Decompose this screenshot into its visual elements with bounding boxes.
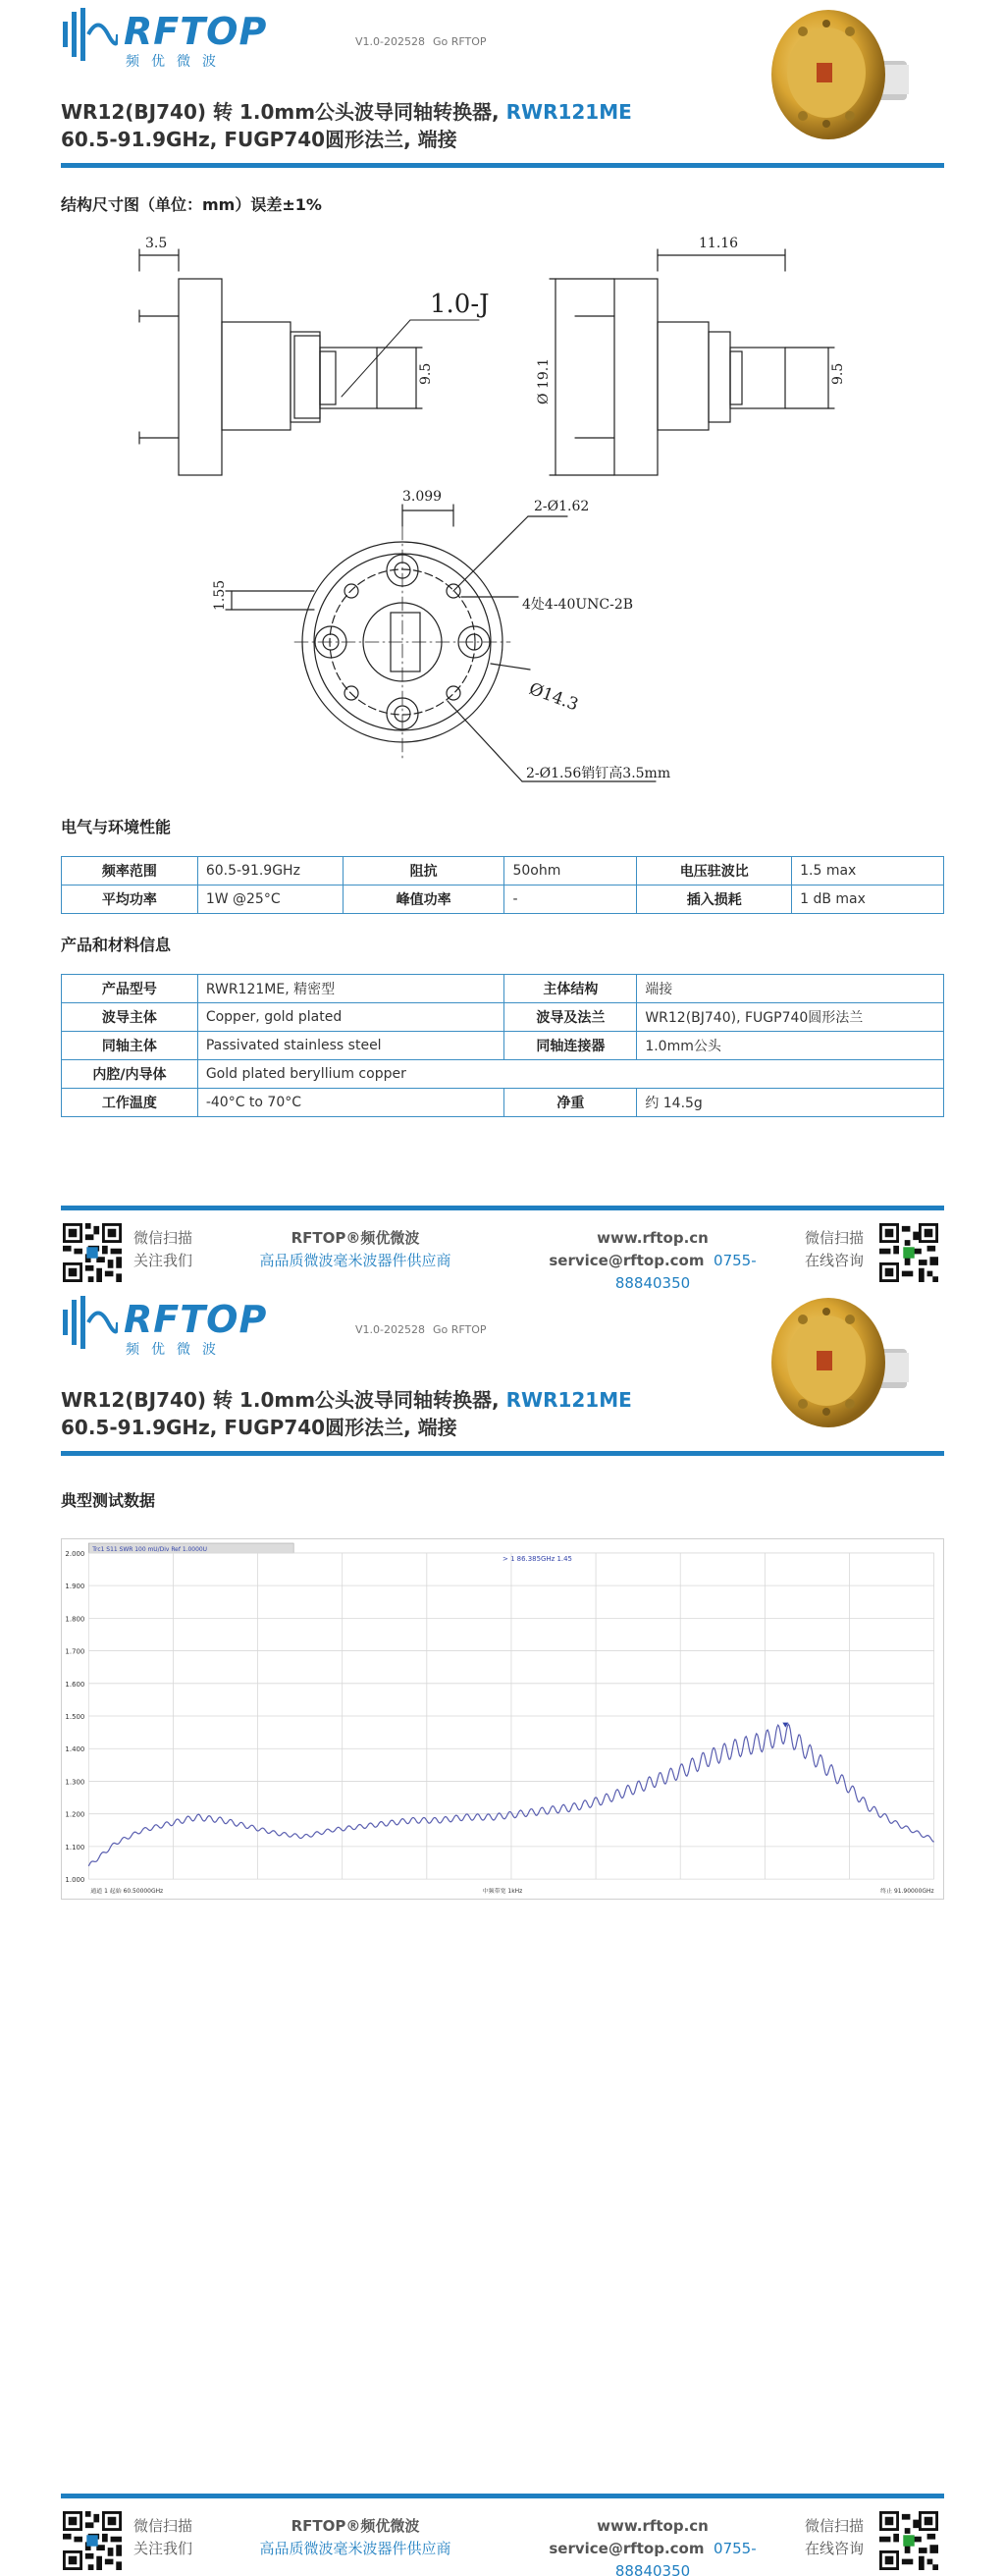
wechat-consult-text: 微信扫描 在线咨询 bbox=[805, 2517, 865, 2557]
qr-code-icon[interactable] bbox=[63, 2511, 122, 2570]
product-table bbox=[61, 974, 944, 1117]
product-title-line1: WR12(BJ740) 转 1.0mm公头波导同轴转换器, RWR121ME bbox=[61, 1388, 632, 1412]
product-section-title: 产品和材料信息 bbox=[61, 936, 172, 954]
table-row: 内腔/内导体 Gold plated beryllium copper bbox=[62, 1060, 944, 1089]
goto-link[interactable]: Go RFTOP bbox=[432, 1323, 487, 1336]
header-divider bbox=[61, 1451, 944, 1456]
wechat-follow-text: 微信扫描 关注我们 bbox=[133, 1229, 193, 1269]
table-row: 波导主体 Copper, gold plated 波导及法兰 WR12(BJ740), FUGP740圆形法兰 bbox=[62, 1003, 944, 1032]
chart-marker-readout: > 1 86.385GHz 1.45 bbox=[502, 1554, 572, 1563]
dim-label: 4处4-40UNC-2B bbox=[522, 597, 634, 613]
swr-chart bbox=[61, 1538, 944, 1900]
email-link[interactable]: service@rftop.com bbox=[549, 1252, 705, 1269]
rftop-logo[interactable] bbox=[61, 4, 268, 70]
qr-code-icon[interactable] bbox=[879, 1223, 938, 1282]
chart-y-tick: 1.600 bbox=[65, 1680, 85, 1689]
table-row: 同轴主体 Passivated stainless steel 同轴连接器 1.0mm公头 bbox=[62, 1032, 944, 1060]
contact-info bbox=[530, 2515, 775, 2576]
dim-label: 11.16 bbox=[699, 236, 739, 251]
footer-divider bbox=[61, 2494, 944, 2498]
chart-start-freq: 通道 1 起始 60.50000GHz bbox=[90, 1888, 164, 1896]
chart-y-tick: 1.700 bbox=[65, 1647, 85, 1656]
website-link[interactable]: www.rftop.cn bbox=[597, 1229, 709, 1247]
logo-wave-icon bbox=[61, 1296, 118, 1349]
website-link[interactable]: www.rftop.cn bbox=[597, 2517, 709, 2535]
model-number: RWR121ME bbox=[505, 1388, 632, 1412]
table-row: 平均功率 1W @25°C 峰值功率 - 插入损耗 1 dB max bbox=[62, 886, 944, 914]
chart-y-tick: 1.300 bbox=[65, 1778, 85, 1787]
electrical-section-title: 电气与环境性能 bbox=[61, 818, 172, 836]
drawing-section-title: 结构尺寸图（单位：mm）误差±1% bbox=[61, 195, 322, 214]
logo-text: RFTOP bbox=[124, 1298, 268, 1341]
chart-stop-freq: 终止 91.90000GHz bbox=[880, 1888, 934, 1896]
product-photo bbox=[767, 1292, 915, 1437]
dim-label: 3.5 bbox=[145, 236, 168, 251]
chart-y-tick: 1.500 bbox=[65, 1713, 85, 1721]
page-2 bbox=[0, 1288, 1005, 2576]
chart-y-tick: 1.200 bbox=[65, 1810, 85, 1819]
qr-code-icon[interactable] bbox=[879, 2511, 938, 2570]
company-info: RFTOP®频优微波 高品质微波毫米波器件供应商 bbox=[259, 1229, 451, 1269]
chart-if-bandwidth: 中频带宽 1kHz bbox=[482, 1888, 523, 1896]
footer-divider bbox=[61, 1206, 944, 1210]
table-row: 工作温度 -40°C to 70°C 净重 约 14.5g bbox=[62, 1089, 944, 1117]
test-section-title: 典型测试数据 bbox=[61, 1491, 156, 1510]
product-title-line2: 60.5-91.9GHz, FUGP740圆形法兰, 端接 bbox=[61, 128, 457, 151]
dim-label: 2-Ø1.56销钉高3.5mm bbox=[526, 766, 671, 781]
model-number: RWR121ME bbox=[505, 100, 632, 124]
product-photo bbox=[767, 4, 915, 149]
phone-number: 0755-88840350 bbox=[614, 2540, 757, 2576]
logo-text: RFTOP bbox=[124, 10, 268, 53]
chart-y-tick: 1.800 bbox=[65, 1615, 85, 1624]
connector-label: 1.0-J bbox=[430, 290, 490, 319]
table-row: 产品型号 RWR121ME, 精密型 主体结构 端接 bbox=[62, 975, 944, 1003]
product-title-line2: 60.5-91.9GHz, FUGP740圆形法兰, 端接 bbox=[61, 1416, 457, 1439]
dim-label: 1.55 bbox=[212, 579, 228, 611]
chart-y-tick: 1.100 bbox=[65, 1843, 85, 1852]
dimension-drawing bbox=[118, 232, 903, 801]
dim-label: Ø14.3 bbox=[526, 678, 581, 716]
goto-link[interactable]: Go RFTOP bbox=[432, 35, 487, 48]
qr-code-icon[interactable] bbox=[63, 1223, 122, 1282]
rftop-logo[interactable] bbox=[61, 1292, 268, 1358]
logo-subtitle: 频优微波 bbox=[126, 54, 228, 70]
dim-label: 9.5 bbox=[830, 362, 846, 385]
table-row: 频率范围 60.5-91.9GHz 阻抗 50ohm 电压驻波比 1.5 max bbox=[62, 857, 944, 886]
logo-wave-icon bbox=[61, 8, 118, 61]
chart-top-bar: Trc1 S11 SWR 100 mU/Div Ref 1.0000U bbox=[92, 1545, 208, 1553]
phone-number: 0755-88840350 bbox=[614, 1252, 757, 1292]
chart-y-tick: 1.400 bbox=[65, 1745, 85, 1754]
electrical-table bbox=[61, 856, 944, 914]
company-info: RFTOP®频优微波 高品质微波毫米波器件供应商 bbox=[259, 2517, 451, 2557]
version-info: V1.0-202528 Go RFTOP bbox=[355, 35, 487, 48]
dim-label: Ø 19.1 bbox=[536, 357, 552, 404]
chart-y-tick: 1.000 bbox=[65, 1876, 85, 1885]
dim-label: 2-Ø1.62 bbox=[534, 499, 590, 514]
version-info: V1.0-202528 Go RFTOP bbox=[355, 1323, 487, 1336]
wechat-follow-text: 微信扫描 关注我们 bbox=[133, 2517, 193, 2557]
logo-subtitle: 频优微波 bbox=[126, 1342, 228, 1358]
dim-label: 3.099 bbox=[402, 489, 443, 505]
chart-y-tick: 1.900 bbox=[65, 1583, 85, 1591]
chart-y-tick: 2.000 bbox=[65, 1549, 85, 1558]
email-link[interactable]: service@rftop.com bbox=[549, 2540, 705, 2557]
product-title-line1: WR12(BJ740) 转 1.0mm公头波导同轴转换器, RWR121ME bbox=[61, 100, 632, 124]
contact-info bbox=[530, 1227, 775, 1295]
header-divider bbox=[61, 163, 944, 168]
dim-label: 9.5 bbox=[418, 362, 434, 385]
wechat-consult-text: 微信扫描 在线咨询 bbox=[805, 1229, 865, 1269]
